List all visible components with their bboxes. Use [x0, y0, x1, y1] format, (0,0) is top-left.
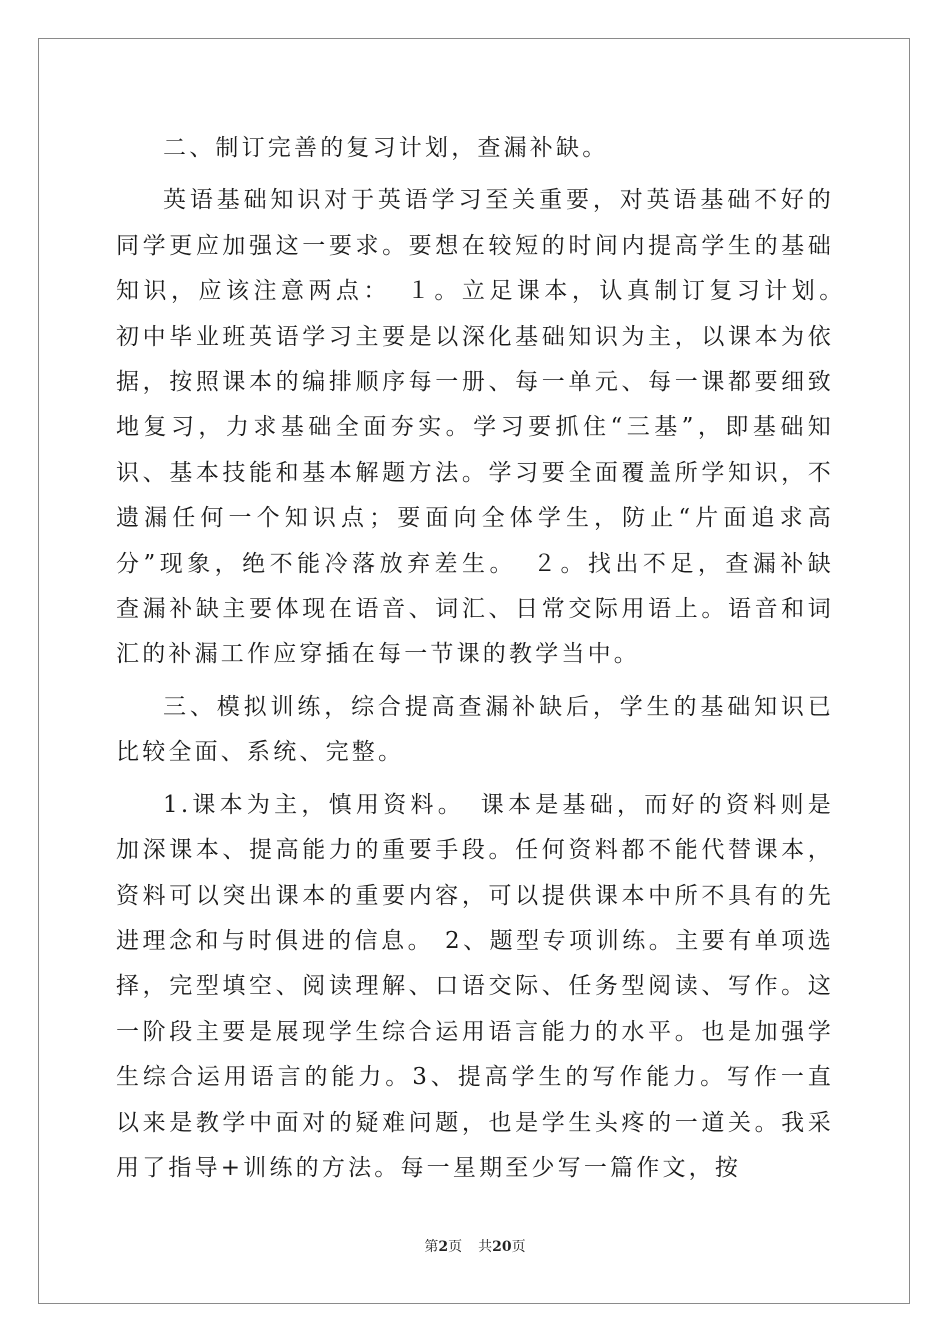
page-number: 2	[438, 1239, 449, 1255]
paragraph-heading-2: 二、制订完善的复习计划，查漏补缺。	[163, 135, 609, 161]
page-suffix: 页	[448, 1239, 463, 1255]
paragraph-basic-knowledge: 英语基础知识对于英语学习至关重要，对英语基础不好的同学更应加强这一要求。要想在较短的时间内提高学生的基础知识，应该注意两点： １。立足课本，认真制订复习计划。 初中毕业班英语学习主要是以深化基础知识为主，以课本为依据，按照课本的编排顺序每一册、每一单元、每一课都要细致地复习，力求基础全面夯实。学习要抓住“三基”，即基础知识、基本技能和基本解题方法。学习要全面覆盖所学知识，不遗漏任何一个知识点；要面向全体学生，防止“片面追求高分”现象，绝不能冷落放弃差生。 ２。找出不足，查漏补缺 查漏补缺主要体现在语音、词汇、日常交际用语上。语音和词汇的补漏工作应穿插在每一节课的教学当中。	[116, 187, 861, 668]
total-pages: 20	[492, 1239, 512, 1255]
page-footer	[0, 1236, 950, 1256]
page-prefix: 第	[424, 1239, 439, 1255]
paragraph-heading-3: 三、模拟训练，综合提高查漏补缺后，学生的基础知识已比较全面、系统、完整。	[116, 693, 834, 766]
paragraph-textbook-materials: 1.课本为主，慎用资料。 课本是基础，而好的资料则是加深课本、提高能力的重要手段。任何资料都不能代替课本，资料可以突出课本的重要内容，可以提供课本中所不具有的先进理念和与时俱进的信息。 2、题型专项训练。主要有单项选择，完型填空、阅读理解、口语交际、任务型阅读、写作。这一阶段主要是展现学生综合运用语言能力的水平。也是加强学生综合运用语言的能力。3、提高学生的写作能力。写作一直以来是教学中面对的疑难问题，也是学生头疼的一道关。我采用了指导+训练的方法。每一星期至少写一篇作文，按	[116, 791, 834, 1181]
total-suffix: 页	[511, 1239, 526, 1255]
total-prefix: 共	[478, 1239, 493, 1255]
document-body	[116, 126, 861, 1198]
